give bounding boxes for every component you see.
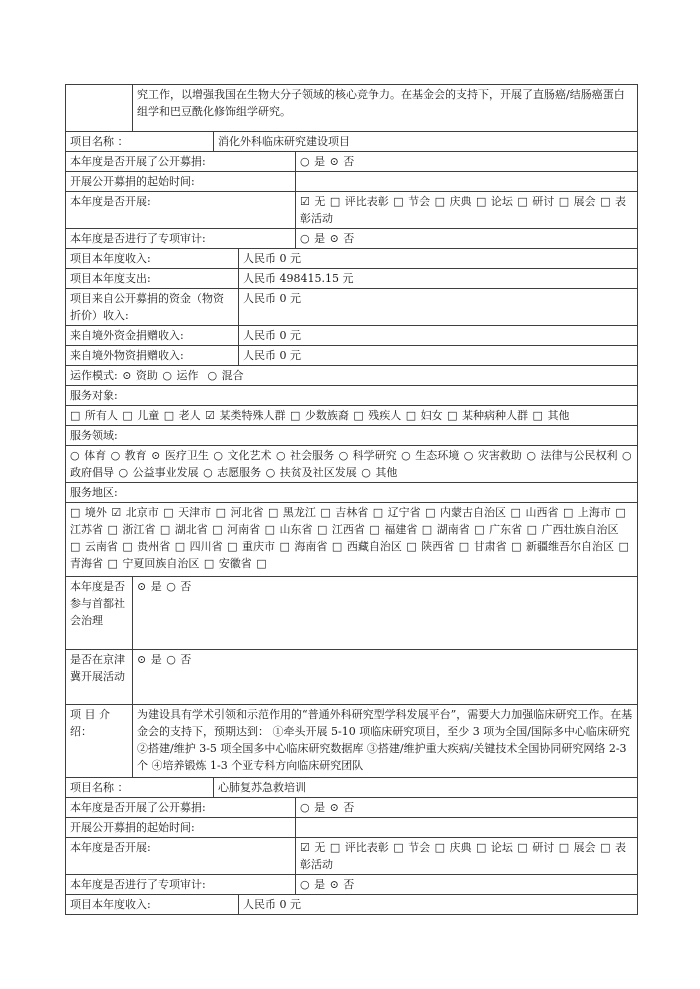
project1-overseas-goods-label: 来自境外物资捐赠收入: xyxy=(70,349,184,362)
project1-service-field-options-cell xyxy=(66,446,638,483)
project1-public-fundraising-label: 本年度是否开展了公开募捐: xyxy=(70,155,206,168)
row-project2-audit xyxy=(66,875,638,895)
project1-capital-governance-label-cell xyxy=(66,577,133,650)
project1-income-label-cell xyxy=(66,249,239,269)
project1-service-field-radio-group: ○ 体育 ○ 教育 ⊙ 医疗卫生 ○ 文化艺术 ○ 社会服务 ○ 科学研究 ○ 生态环境 ○ 灾害救助 ○ 法律与公民权利 ○ 政府倡导 ○ 公益事业发展 ○ 志愿服务 ○ 扶贫及社区发展 ○ 其他 xyxy=(70,449,637,479)
project1-fundraised-income-value-cell xyxy=(239,289,638,326)
continuation-text-cell xyxy=(133,85,638,132)
row-project1-operation-mode xyxy=(66,366,638,386)
project1-fundraised-income-value: 人民币 0 元 xyxy=(243,292,301,305)
row-project1-audit xyxy=(66,229,638,249)
continuation-empty-cell xyxy=(66,85,133,132)
project2-public-fundraising-radio-group: ○ 是 ⊙ 否 xyxy=(300,801,355,814)
project1-events-label: 本年度是否开展: xyxy=(70,195,151,208)
project2-audit-value-cell xyxy=(296,875,638,895)
project1-overseas-goods-label-cell xyxy=(66,346,239,366)
row-project1-public-fundraising xyxy=(66,152,638,172)
row-project1-overseas-goods xyxy=(66,346,638,366)
project1-overseas-funds-label: 来自境外资金捐赠收入: xyxy=(70,329,184,342)
project2-name-label-cell xyxy=(66,778,214,798)
project2-fundraising-start-label-cell xyxy=(66,818,296,838)
project1-audit-radio-group: ○ 是 ⊙ 否 xyxy=(300,232,355,245)
project2-audit-radio-group: ○ 是 ⊙ 否 xyxy=(300,878,355,891)
row-project1-service-area-options xyxy=(66,503,638,577)
row-project1-name xyxy=(66,132,638,152)
project2-public-fundraising-label-cell xyxy=(66,798,296,818)
project2-name-value-cell xyxy=(214,778,638,798)
project1-operation-mode-cell xyxy=(66,366,638,386)
project2-income-value: 人民币 0 元 xyxy=(243,898,301,911)
row-project1-capital-governance xyxy=(66,577,638,650)
row-project1-service-target-options xyxy=(66,406,638,426)
row-project1-expense xyxy=(66,269,638,289)
row-project1-overseas-funds xyxy=(66,326,638,346)
project1-jingjinji-radio-group: ⊙ 是 ○ 否 xyxy=(137,653,192,666)
project1-expense-label-cell xyxy=(66,269,239,289)
project1-intro-label: 项 目 介 绍： xyxy=(70,708,114,738)
project2-income-value-cell xyxy=(239,895,638,915)
project1-fundraising-start-label: 开展公开募捐的起始时间: xyxy=(70,175,195,188)
project1-service-field-label-cell xyxy=(66,426,638,446)
row-project2-events xyxy=(66,838,638,875)
project1-service-area-options-cell xyxy=(66,503,638,577)
row-project1-jingjinji xyxy=(66,650,638,705)
project1-overseas-funds-value: 人民币 0 元 xyxy=(243,329,301,342)
row-project1-service-field-label xyxy=(66,426,638,446)
project1-jingjinji-label: 是否在京津冀开展活动 xyxy=(70,653,125,683)
project2-name-label: 项目名称 ： xyxy=(70,781,129,794)
project1-overseas-goods-value-cell xyxy=(239,346,638,366)
project-info-table xyxy=(65,84,638,915)
annual-report-form-page xyxy=(65,84,637,915)
project2-events-label: 本年度是否开展: xyxy=(70,841,151,854)
project1-events-label-cell xyxy=(66,192,296,229)
project1-service-target-label: 服务对象: xyxy=(70,389,118,402)
project1-jingjinji-label-cell xyxy=(66,650,133,705)
project1-intro-text: 为建设具有学术引领和示范作用的“普通外科研究型学科发展平台”，需要大力加强临床研究工作。在基金会的支持下，预期达到： ①牵头开展 5-10 项临床研究项目，至少 3 项为全国/国际多中心临床研究 ②搭建/维护 3-5 项全国多中心临床研究数据库 ③搭建/维护重大疾病/关键技术全国协同研究网络 2-3 个 ④培养锻炼 1-3 个亚专科方向临床研究团队 xyxy=(137,708,634,772)
row-project1-service-target-label xyxy=(66,386,638,406)
row-project2-name xyxy=(66,778,638,798)
row-project1-fundraised-income xyxy=(66,289,638,326)
project1-service-area-label-cell xyxy=(66,483,638,503)
previous-project-description-text: 究工作，以增强我国在生物大分子领域的核心竞争力。在基金会的支持下，开展了直肠癌/结肠癌蛋白组学和巴豆酰化修饰组学研究。 xyxy=(137,88,625,118)
project2-income-label-cell xyxy=(66,895,239,915)
project1-fundraised-income-label: 项目来自公开募捐的资金（物资折价）收入: xyxy=(70,292,224,322)
project2-events-value-cell xyxy=(296,838,638,875)
project2-public-fundraising-value-cell xyxy=(296,798,638,818)
project2-fundraising-start-value-cell xyxy=(296,818,638,838)
project1-expense-value-cell xyxy=(239,269,638,289)
project1-service-target-label-cell xyxy=(66,386,638,406)
project1-service-field-label: 服务领域: xyxy=(70,429,118,442)
project1-jingjinji-value-cell xyxy=(133,650,638,705)
project1-name-label-cell xyxy=(66,132,214,152)
project2-name-value: 心肺复苏急救培训 xyxy=(218,781,306,794)
project1-service-target-options-cell xyxy=(66,406,638,426)
project1-capital-governance-label: 本年度是否参与首都社会治理 xyxy=(70,580,125,627)
project1-capital-governance-radio-group: ⊙ 是 ○ 否 xyxy=(137,580,192,593)
row-project1-intro xyxy=(66,705,638,778)
project1-public-fundraising-radio-group: ○ 是 ⊙ 否 xyxy=(300,155,355,168)
project1-events-checkbox-group: ☑ 无 □ 评比表彰 □ 节会 □ 庆典 □ 论坛 □ 研讨 □ 展会 □ 表彰活动 xyxy=(300,195,627,225)
project1-name-label: 项目名称 ： xyxy=(70,135,129,148)
project2-events-label-cell xyxy=(66,838,296,875)
project2-public-fundraising-label: 本年度是否开展了公开募捐: xyxy=(70,801,206,814)
row-project1-income xyxy=(66,249,638,269)
project1-expense-value: 人民币 498415.15 元 xyxy=(243,272,354,285)
project1-audit-label-cell xyxy=(66,229,296,249)
project1-intro-label-cell xyxy=(66,705,133,778)
project1-overseas-goods-value: 人民币 0 元 xyxy=(243,349,301,362)
row-project1-fundraising-start xyxy=(66,172,638,192)
row-project2-fundraising-start xyxy=(66,818,638,838)
project2-income-label: 项目本年度收入: xyxy=(70,898,151,911)
project1-audit-label: 本年度是否进行了专项审计: xyxy=(70,232,206,245)
project1-capital-governance-value-cell xyxy=(133,577,638,650)
project1-fundraising-start-value-cell xyxy=(296,172,638,192)
project1-service-area-checkbox-group: □ 境外 ☑ 北京市 □ 天津市 □ 河北省 □ 黑龙江 □ 吉林省 □ 辽宁省 □ 内蒙古自治区 □ 山西省 □ 上海市 □ 江苏省 □ 浙江省 □ 湖北省 □ 河南省 □ 山东省 □ 江西省 □ 福建省 □ 湖南省 □ 广东省 □ 广西壮族自治区 □ 云南省 □ 贵州省 □ 四川省 □ 重庆市 □ 海南省 □ 西藏自治区 □ 陕西省 □ 甘肃省 □ 新疆维吾尔自治区 □ 青海省 □ 宁夏回族自治区 □ 安徽省 □ xyxy=(70,506,634,570)
project1-operation-mode-radio-group: 运作模式: ⊙ 资助 ○ 运作 ○ 混合 xyxy=(70,369,244,382)
project1-intro-value-cell xyxy=(133,705,638,778)
project1-income-value-cell xyxy=(239,249,638,269)
row-project2-income xyxy=(66,895,638,915)
project2-fundraising-start-label: 开展公开募捐的起始时间: xyxy=(70,821,195,834)
row-project1-service-field-options xyxy=(66,446,638,483)
project1-fundraising-start-label-cell xyxy=(66,172,296,192)
project1-income-label: 项目本年度收入: xyxy=(70,252,151,265)
project2-audit-label-cell xyxy=(66,875,296,895)
project1-name-value: 消化外科临床研究建设项目 xyxy=(218,135,350,148)
project1-income-value: 人民币 0 元 xyxy=(243,252,301,265)
project2-events-checkbox-group: ☑ 无 □ 评比表彰 □ 节会 □ 庆典 □ 论坛 □ 研讨 □ 展会 □ 表彰活动 xyxy=(300,841,627,871)
project1-expense-label: 项目本年度支出: xyxy=(70,272,151,285)
project1-audit-value-cell xyxy=(296,229,638,249)
row-project1-events xyxy=(66,192,638,229)
project1-public-fundraising-label-cell xyxy=(66,152,296,172)
project2-audit-label: 本年度是否进行了专项审计: xyxy=(70,878,206,891)
project1-service-area-label: 服务地区: xyxy=(70,486,118,499)
row-previous-project-continuation xyxy=(66,85,638,132)
project1-name-value-cell xyxy=(214,132,638,152)
project1-overseas-funds-label-cell xyxy=(66,326,239,346)
row-project2-public-fundraising xyxy=(66,798,638,818)
project1-public-fundraising-value-cell xyxy=(296,152,638,172)
row-project1-service-area-label xyxy=(66,483,638,503)
project1-fundraised-income-label-cell xyxy=(66,289,239,326)
project1-overseas-funds-value-cell xyxy=(239,326,638,346)
project1-events-value-cell xyxy=(296,192,638,229)
project1-service-target-checkbox-group: □ 所有人 □ 儿童 □ 老人 ☑ 某类特殊人群 □ 少数族裔 □ 残疾人 □ 妇女 □ 某种病种人群 □ 其他 xyxy=(70,409,570,422)
